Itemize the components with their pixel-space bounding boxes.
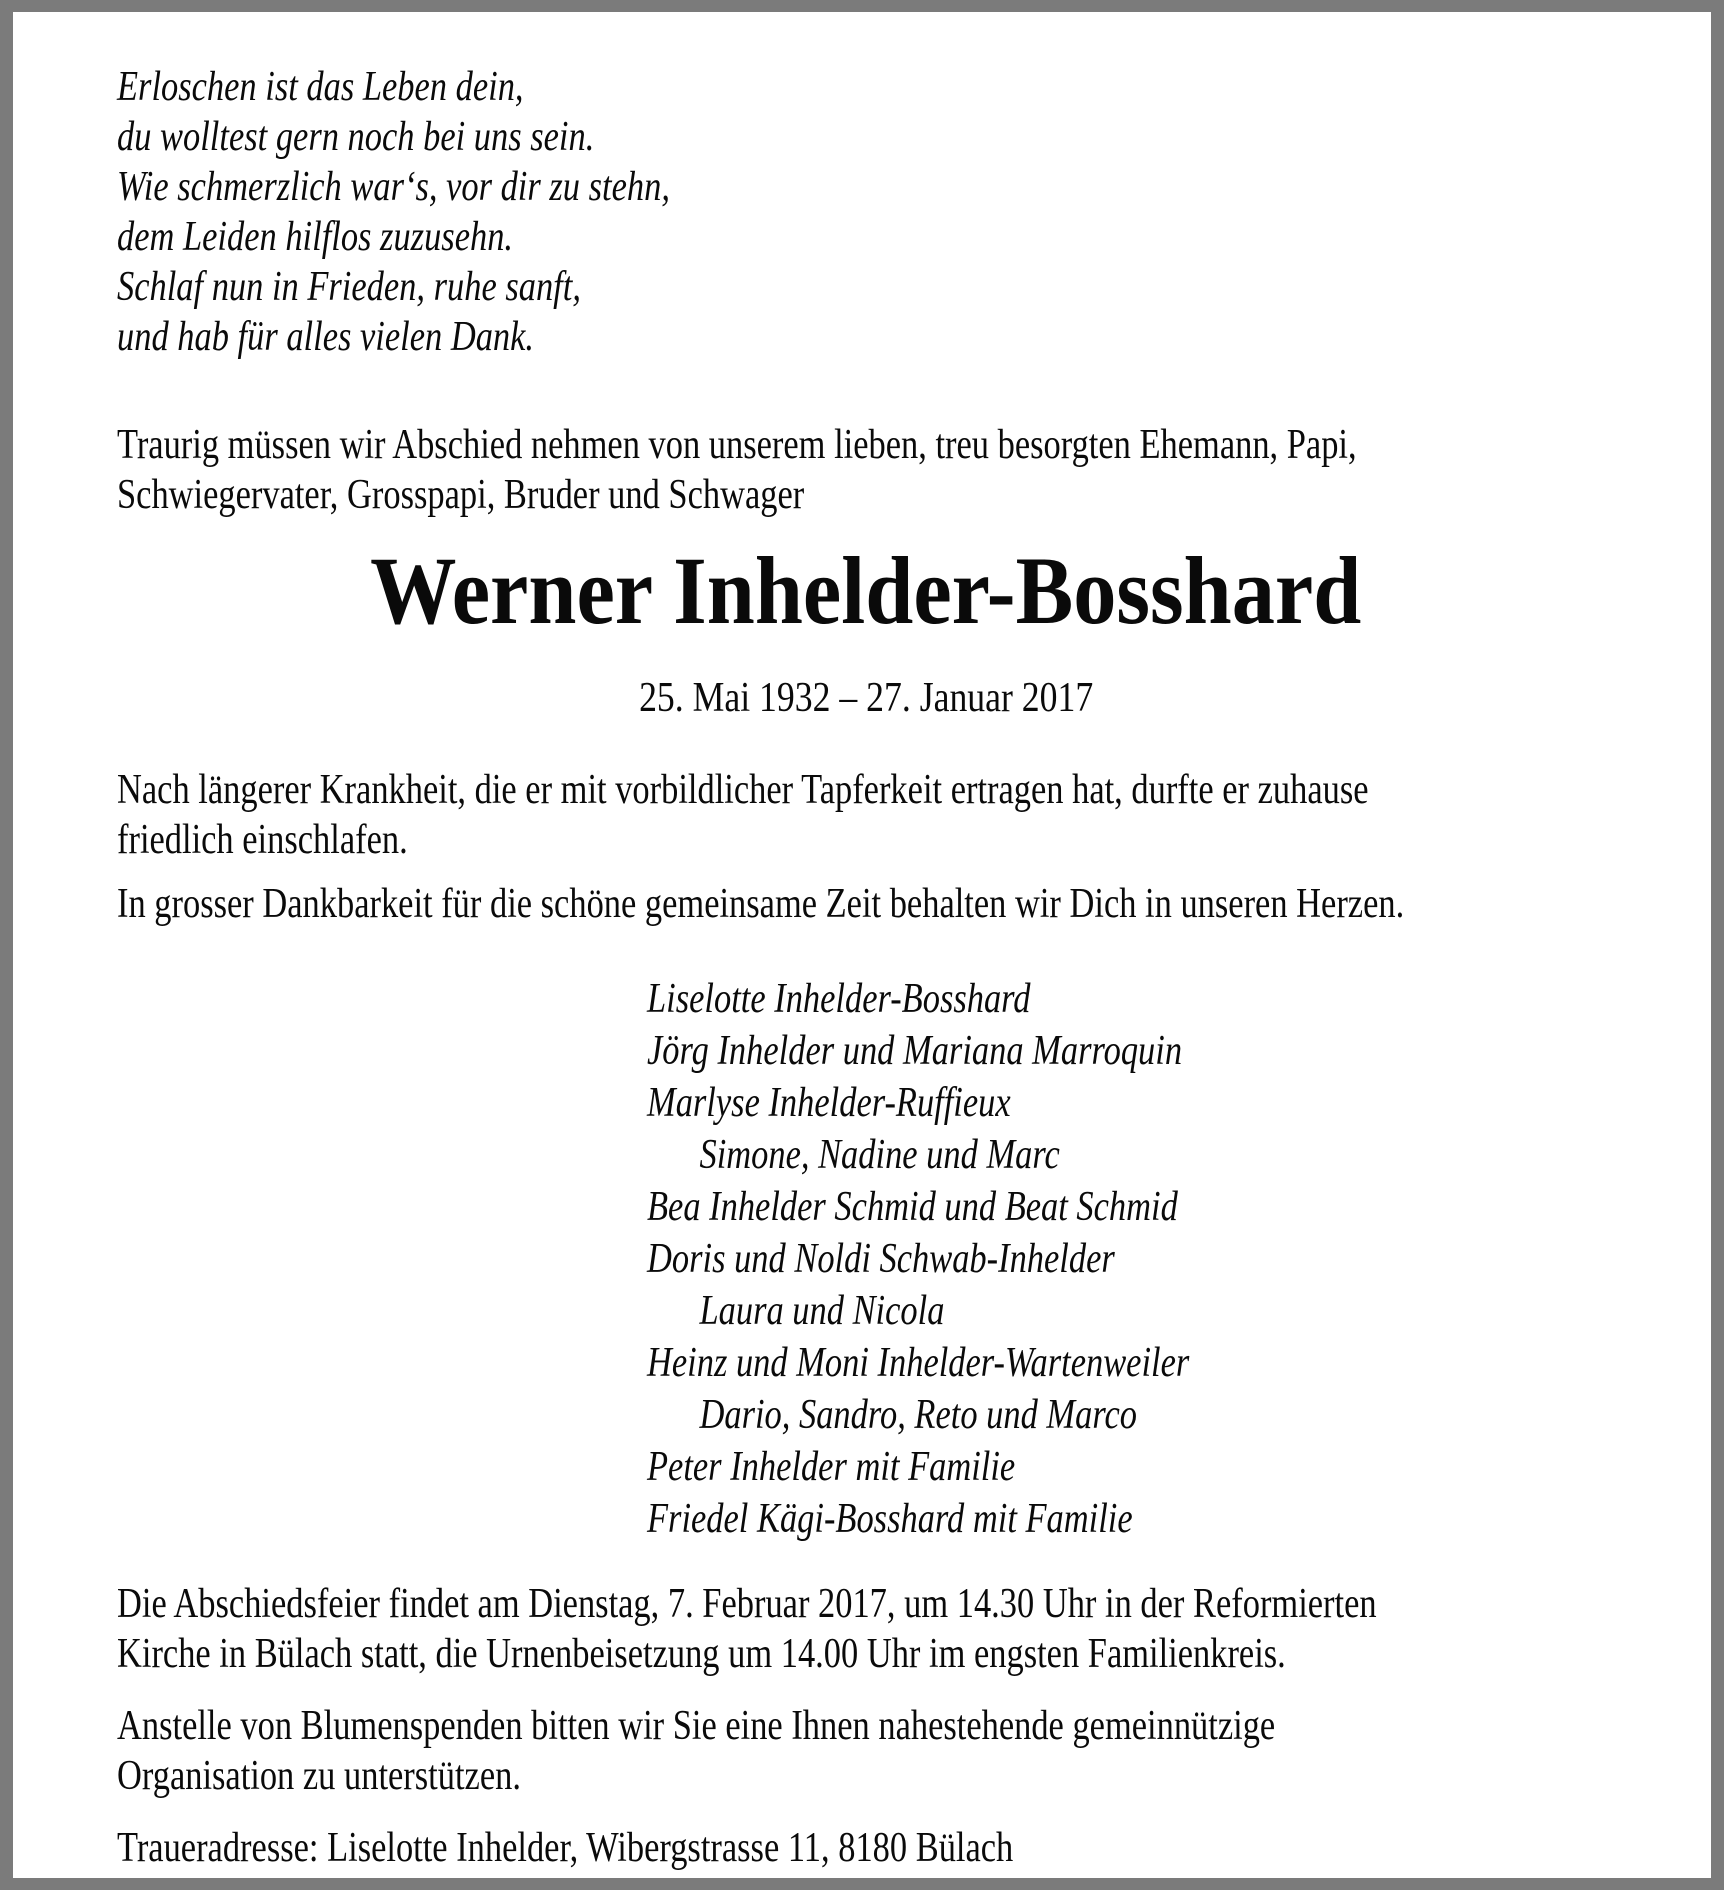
life-dates-row	[117, 670, 1615, 735]
intro-line: Traurig müssen wir Abschied nehmen von unserem lieben, treu besorgten Ehemann, Papi,	[117, 422, 1357, 468]
passing-paragraph	[117, 765, 1615, 865]
life-dates: 25. Mai 1932 – 27. Januar 2017	[638, 675, 1094, 721]
family-member-line: Marlyse Inhelder-Ruffieux	[647, 1080, 1011, 1126]
gratitude-line: In grosser Dankbarkeit für die schöne gemeinsame Zeit behalten wir Dich in unseren Herzen.	[117, 881, 1405, 927]
intro-line: Schwiegervater, Grosspapi, Bruder und Schwager	[117, 472, 805, 518]
family-member-line: Bea Inhelder Schmid und Beat Schmid	[647, 1184, 1178, 1230]
gratitude-paragraph	[117, 879, 1615, 929]
poem-line: Wie schmerzlich war‘s, vor dir zu stehn,	[117, 164, 670, 210]
donations-line: Anstelle von Blumenspenden bitten wir Sie eine Ihnen nahestehende gemeinnützige	[117, 1703, 1276, 1749]
passing-line: Nach längerer Krankheit, die er mit vorbildlicher Tapferkeit ertragen hat, durfte er zuhause	[117, 767, 1369, 813]
poem-line: dem Leiden hilflos zuzusehn.	[117, 214, 514, 260]
family-member-line: Friedel Kägi-Bosshard mit Familie	[647, 1496, 1133, 1542]
memorial-poem	[117, 62, 1615, 362]
family-member-line: Doris und Noldi Schwab-Inhelder	[647, 1236, 1115, 1282]
family-member-line: Liselotte Inhelder-Bosshard	[647, 976, 1031, 1022]
deceased-name-row	[117, 537, 1615, 670]
service-line: Die Abschiedsfeier findet am Dienstag, 7. Februar 2017, um 14.30 Uhr in der Reformierten	[117, 1581, 1377, 1627]
poem-line: du wolltest gern noch bei uns sein.	[117, 114, 595, 160]
poem-line: Erloschen ist das Leben dein,	[117, 64, 524, 110]
family-member-line: Laura und Nicola	[699, 1288, 945, 1334]
deceased-name: Werner Inhelder-Bosshard	[370, 537, 1362, 644]
service-line: Kirche in Bülach statt, die Urnenbeisetzung um 14.00 Uhr im engsten Familienkreis.	[117, 1631, 1286, 1677]
donations-paragraph	[117, 1701, 1615, 1801]
poem-line: Schlaf nun in Frieden, ruhe sanft,	[117, 264, 581, 310]
mourning-address-line: Traueradresse: Liselotte Inhelder, Wibergstrasse 11, 8180 Bülach	[117, 1825, 1014, 1871]
family-member-line: Simone, Nadine und Marc	[699, 1132, 1060, 1178]
service-paragraph	[117, 1579, 1615, 1679]
family-member-line: Dario, Sandro, Reto und Marco	[699, 1392, 1137, 1438]
announcement-intro	[117, 420, 1615, 520]
poem-line: und hab für alles vielen Dank.	[117, 314, 535, 360]
mourning-address-paragraph	[117, 1823, 1615, 1873]
family-member-line: Peter Inhelder mit Familie	[647, 1444, 1016, 1490]
mourning-family-list	[647, 973, 1615, 1545]
family-member-line: Jörg Inhelder und Mariana Marroquin	[647, 1028, 1183, 1074]
passing-line: friedlich einschlafen.	[117, 817, 408, 863]
family-member-line: Heinz und Moni Inhelder-Wartenweiler	[647, 1340, 1190, 1386]
donations-line: Organisation zu unterstützen.	[117, 1753, 521, 1799]
